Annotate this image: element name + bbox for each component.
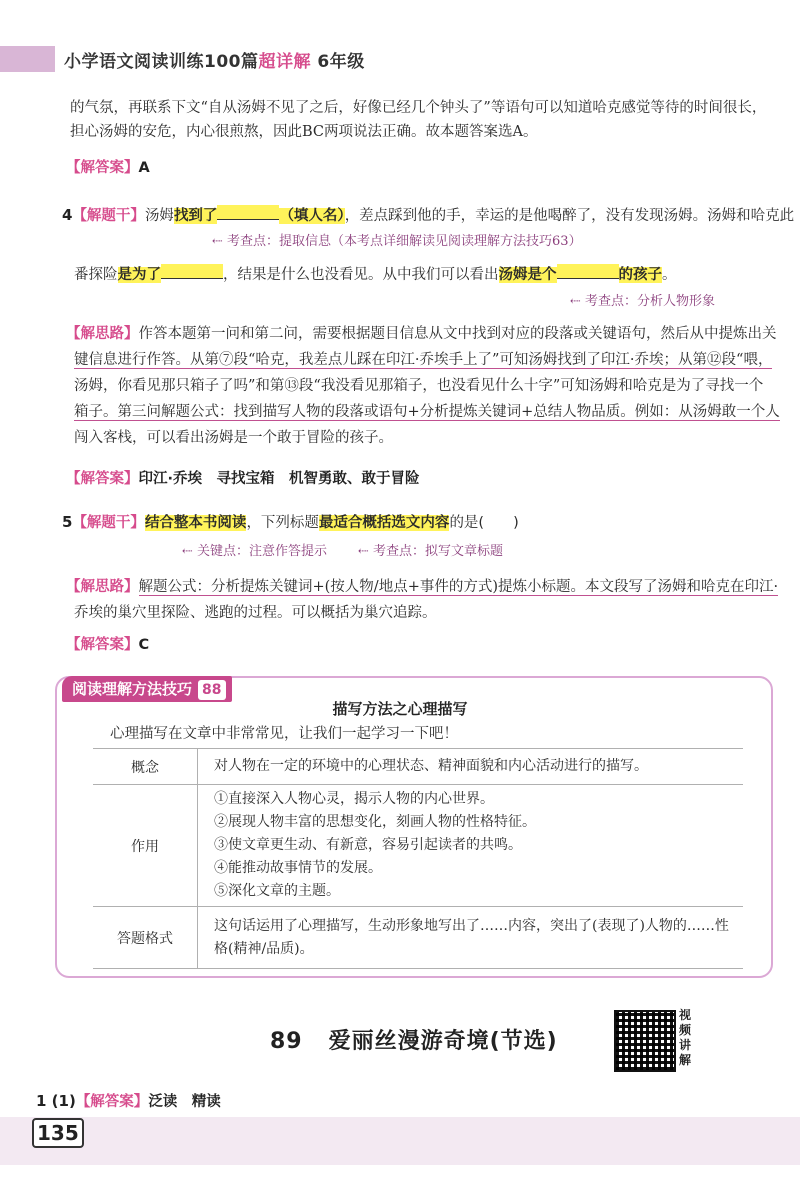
page-number: 135 bbox=[32, 1118, 84, 1148]
table-key: 作用 bbox=[93, 785, 198, 907]
q4-stem-line2: 番探险是为了 ，结果是什么也没看见。从中我们可以看出汤姆是个 的孩子。 bbox=[74, 263, 677, 287]
q4-stem-line1: 4【解题干】汤姆找到了 （填人名），差点踩到他的手，幸运的是他喝醉了，没有发现汤姆。汤姆和哈克此 bbox=[62, 206, 795, 224]
table-value: 对人物在一定的环境中的心理状态、精神面貌和内心活动进行的描写。 bbox=[198, 749, 744, 785]
book-title-main: 小学语文阅读训练100篇 bbox=[64, 52, 259, 72]
intro-paragraph bbox=[70, 96, 780, 144]
table-value: 这句话运用了心理描写，生动形象地写出了……内容，突出了(表现了)人物的……性 格(精神/品质)。 bbox=[198, 907, 744, 969]
method-tip-intro: 心理描写在文章中非常常见，让我们一起学习一下吧！ bbox=[110, 726, 458, 742]
q4-reasoning: 【解思路】作答本题第一问和第二问，需要根据题目信息从文中找到对应的段落或关键语句，然后从中提炼出关 键信息进行作答。从第⑦段“哈克，我差点儿踩在印江·乔埃手上了”可知汤姆找到了印江·乔埃；从第⑫段“喂， 汤姆，你看见那只箱子了吗”和第⑬段“我没看见那箱子，也没看见什么十字”可知汤姆和哈克是为了寻找一个 箱子。第三问解题公式：找到描写人物的段落或语句+分析提炼关键词+总结人物品质。例如：从汤姆敢一个人 闯入客栈，可以看出汤姆是一个敢于冒险的孩子。 bbox=[66, 325, 780, 446]
intro-line: 担心汤姆的安危，内心很煎熬，因此BC两项说法正确。故本题答案选A。 bbox=[70, 124, 538, 140]
method-tip-table bbox=[93, 748, 743, 969]
intro-line: 的气氛，再联系下文“自从汤姆不见了之后，好像已经几个钟头了”等语句可以知道哈克感觉等待的时间很长， bbox=[70, 100, 767, 116]
table-row bbox=[93, 785, 743, 907]
header-accent-bar bbox=[0, 46, 55, 72]
table-value: ①直接深入人物心灵，揭示人物的内心世界。 ②展现人物丰富的思想变化，刻画人物的性格特征。 ③使文章更生动、有新意，容易引起读者的共鸣。 ④能推动故事情节的发展。 ⑤深化文章的主题。 bbox=[198, 785, 744, 907]
q5-answer: 【解答案】C bbox=[66, 637, 150, 653]
table-key: 答题格式 bbox=[93, 907, 198, 969]
book-title-highlight: 超详解 bbox=[258, 52, 311, 72]
q5-reasoning: 【解思路】解题公式：分析提炼关键词+(按人物/地点+事件的方式)提炼小标题。本文段写了汤姆和哈克在印江· 乔埃的巢穴里探险、逃跑的过程。可以概括为巢穴追踪。 bbox=[66, 578, 779, 621]
table-row bbox=[93, 907, 743, 969]
q4-answer: 【解答案】印江·乔埃 寻找宝箱 机智勇敢、敢于冒险 bbox=[66, 471, 420, 487]
table-key: 概念 bbox=[93, 749, 198, 785]
q1-answer: 1 (1)【解答案】泛读 精读 bbox=[36, 1092, 221, 1110]
footer-band bbox=[0, 1117, 800, 1165]
table-row bbox=[93, 749, 743, 785]
answer-blank bbox=[217, 205, 279, 220]
q4-note-1: ⇠ 考查点：提取信息（本考点详细解读见阅读理解方法技巧63） bbox=[212, 234, 582, 249]
q5-stem: 5【解题干】结合整本书阅读，下列标题最适合概括选文内容的是( ) bbox=[62, 513, 519, 531]
method-tip-heading: 描写方法之心理描写 bbox=[332, 700, 468, 718]
intro-answer: 【解答案】A bbox=[66, 160, 150, 176]
answer-blank bbox=[557, 264, 619, 279]
section-number: 89 bbox=[270, 1029, 303, 1054]
section-title bbox=[270, 1024, 558, 1055]
q5-note-2: ⇠ 考查点：拟写文章标题 bbox=[358, 544, 504, 559]
section-name: 爱丽丝漫游奇境(节选) bbox=[328, 1029, 558, 1054]
method-tip-number: 88 bbox=[198, 680, 225, 700]
q4-note-2: ⇠ 考查点：分析人物形象 bbox=[570, 294, 716, 309]
q5-note-1: ⇠ 关键点：注意作答提示 bbox=[182, 544, 328, 559]
book-title bbox=[64, 47, 365, 72]
book-grade: 6年级 bbox=[317, 52, 365, 72]
video-explain-label: 视 频 讲 解 bbox=[679, 1008, 692, 1067]
answer-blank bbox=[161, 264, 223, 279]
qr-code-icon[interactable] bbox=[614, 1010, 676, 1072]
method-tip-label: 阅读理解方法技巧 88 bbox=[62, 676, 232, 702]
